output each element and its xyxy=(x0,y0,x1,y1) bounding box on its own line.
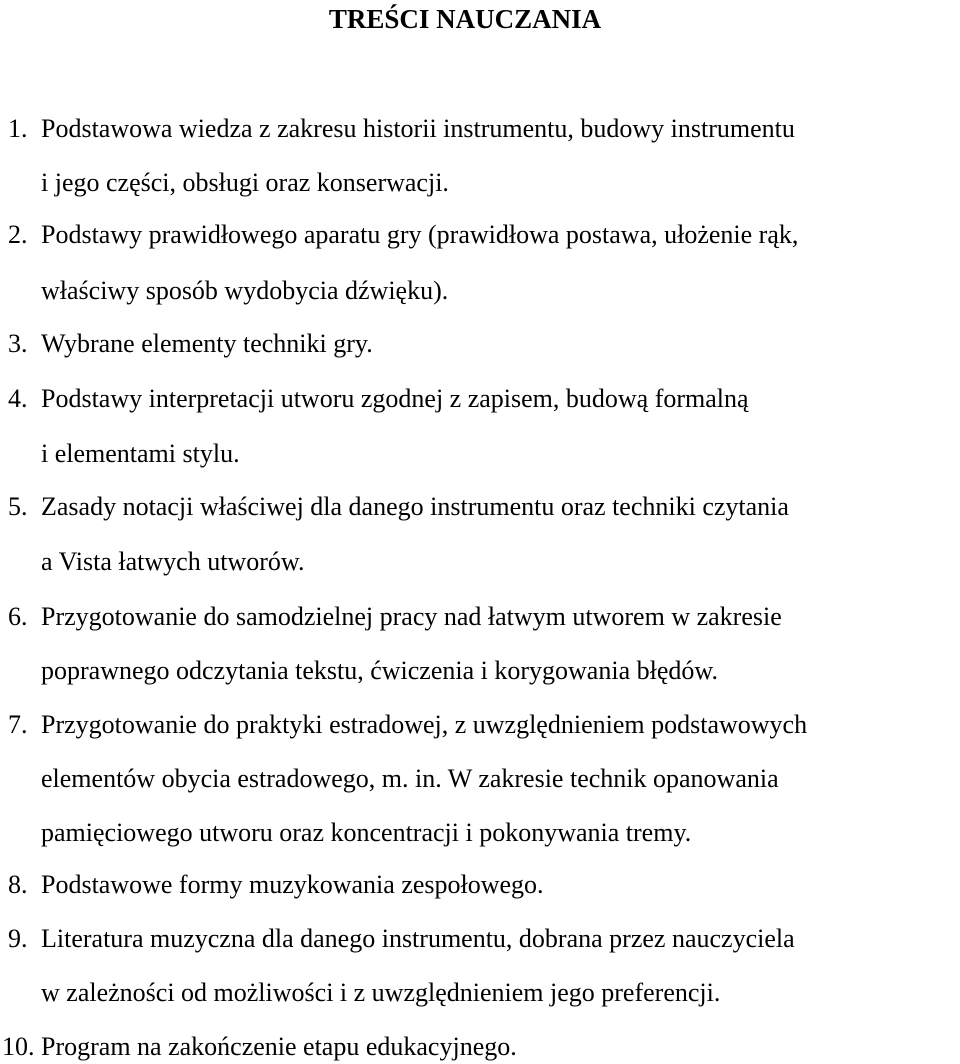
list-item-text: w zależności od możliwości i z uwzględnieniem jego preferencji. xyxy=(41,978,721,1007)
list-item-text: Wybrane elementy techniki gry. xyxy=(41,329,373,358)
list-item-number: 5. xyxy=(8,492,28,521)
list-item-text: Podstawy prawidłowego aparatu gry (prawidłowa postawa, ułożenie rąk, xyxy=(41,220,799,249)
list-item-text: a Vista łatwych utworów. xyxy=(41,547,305,576)
list-item-number: 4. xyxy=(8,384,28,413)
list-item-number: 2. xyxy=(8,220,28,249)
list-item-text: Przygotowanie do samodzielnej pracy nad łatwym utworem w zakresie xyxy=(41,602,782,631)
list-item-text: właściwy sposób wydobycia dźwięku). xyxy=(41,276,449,305)
list-item-number: 9. xyxy=(8,924,28,953)
list-item-number: 8. xyxy=(8,870,28,899)
list-item-text: Literatura muzyczna dla danego instrumentu, dobrana przez nauczyciela xyxy=(41,924,795,953)
list-item-number: 10. xyxy=(2,1032,35,1061)
list-item-text: Podstawowa wiedza z zakresu historii instrumentu, budowy instrumentu xyxy=(41,114,795,143)
list-item-number: 3. xyxy=(8,329,28,358)
list-item-text: i jego części, obsługi oraz konserwacji. xyxy=(41,168,449,197)
list-item-text: elementów obycia estradowego, m. in. W zakresie technik opanowania xyxy=(41,764,779,793)
list-item-text: Zasady notacji właściwej dla danego instrumentu oraz techniki czytania xyxy=(41,492,789,521)
list-item-number: 7. xyxy=(8,710,28,739)
list-item-text: pamięciowego utworu oraz koncentracji i pokonywania tremy. xyxy=(41,818,692,847)
list-item-number: 1. xyxy=(8,114,28,143)
list-item-text: Przygotowanie do praktyki estradowej, z uwzględnieniem podstawowych xyxy=(41,710,808,739)
page-title: TREŚCI NAUCZANIA xyxy=(328,4,602,34)
list-item-number: 6. xyxy=(8,602,28,631)
list-item-text: poprawnego odczytania tekstu, ćwiczenia i korygowania błędów. xyxy=(41,656,718,685)
list-item-text: Podstawy interpretacji utworu zgodnej z zapisem, budową formalną xyxy=(41,384,749,413)
list-item-text: i elementami stylu. xyxy=(41,439,240,468)
list-item-text: Podstawowe formy muzykowania zespołowego. xyxy=(41,870,544,899)
list-item-text: Program na zakończenie etapu edukacyjnego. xyxy=(41,1032,517,1061)
